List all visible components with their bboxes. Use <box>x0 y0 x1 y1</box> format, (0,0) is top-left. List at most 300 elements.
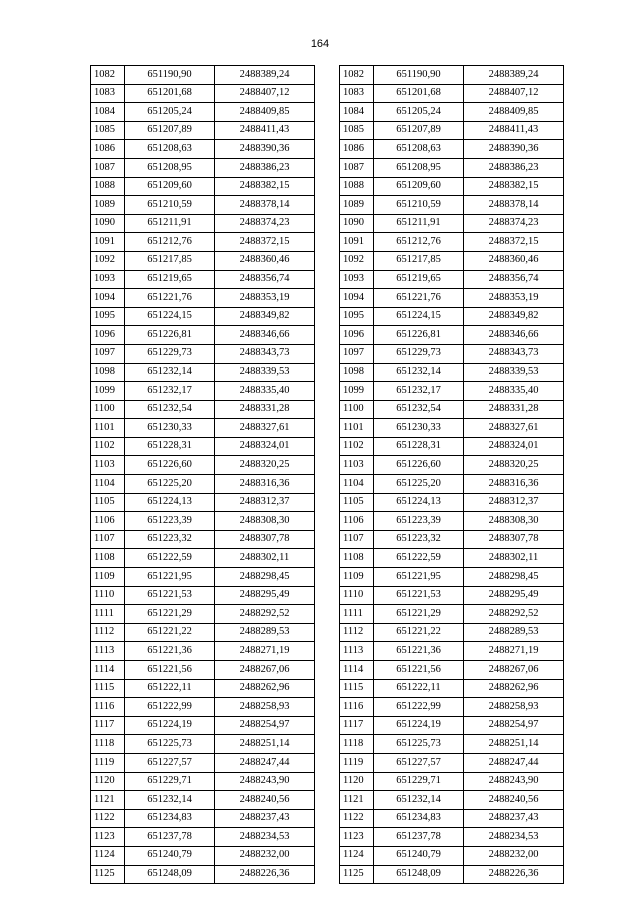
x-coordinate-cell: 651227,57 <box>125 753 215 772</box>
x-coordinate-cell: 651232,54 <box>125 400 215 419</box>
point-number-cell: 1101 <box>340 419 374 438</box>
x-coordinate-cell: 651224,13 <box>374 493 464 512</box>
table-row <box>91 140 315 159</box>
point-number-cell: 1083 <box>340 84 374 103</box>
point-number-cell: 1084 <box>91 103 125 122</box>
y-coordinate-cell: 2488302,11 <box>215 549 315 568</box>
point-number-cell: 1109 <box>340 568 374 587</box>
x-coordinate-cell: 651226,60 <box>374 456 464 475</box>
table-row <box>340 251 564 270</box>
x-coordinate-cell: 651208,63 <box>125 140 215 159</box>
y-coordinate-cell: 2488226,36 <box>215 865 315 884</box>
y-coordinate-cell: 2488411,43 <box>464 121 564 140</box>
x-coordinate-cell: 651221,36 <box>374 642 464 661</box>
x-coordinate-cell: 651232,14 <box>374 363 464 382</box>
point-number-cell: 1084 <box>340 103 374 122</box>
y-coordinate-cell: 2488390,36 <box>215 140 315 159</box>
table-row <box>91 419 315 438</box>
y-coordinate-cell: 2488240,56 <box>215 791 315 810</box>
point-number-cell: 1094 <box>340 289 374 308</box>
point-number-cell: 1112 <box>340 623 374 642</box>
table-row <box>340 791 564 810</box>
y-coordinate-cell: 2488331,28 <box>464 400 564 419</box>
point-number-cell: 1100 <box>91 400 125 419</box>
table-row <box>340 437 564 456</box>
x-coordinate-cell: 651190,90 <box>125 66 215 85</box>
table-row <box>91 177 315 196</box>
point-number-cell: 1124 <box>91 846 125 865</box>
y-coordinate-cell: 2488312,37 <box>464 493 564 512</box>
y-coordinate-cell: 2488343,73 <box>464 344 564 363</box>
point-number-cell: 1083 <box>91 84 125 103</box>
point-number-cell: 1115 <box>340 679 374 698</box>
point-number-cell: 1120 <box>91 772 125 791</box>
y-coordinate-cell: 2488327,61 <box>215 419 315 438</box>
point-number-cell: 1119 <box>340 753 374 772</box>
table-row <box>340 568 564 587</box>
x-coordinate-cell: 651225,20 <box>374 475 464 494</box>
y-coordinate-cell: 2488316,36 <box>464 475 564 494</box>
table-row <box>91 307 315 326</box>
y-coordinate-cell: 2488312,37 <box>215 493 315 512</box>
x-coordinate-cell: 651221,53 <box>374 586 464 605</box>
x-coordinate-cell: 651209,60 <box>125 177 215 196</box>
y-coordinate-cell: 2488271,19 <box>215 642 315 661</box>
point-number-cell: 1122 <box>340 809 374 828</box>
coordinates-table-right <box>339 65 564 884</box>
x-coordinate-cell: 651212,76 <box>125 233 215 252</box>
y-coordinate-cell: 2488389,24 <box>215 66 315 85</box>
x-coordinate-cell: 651224,15 <box>374 307 464 326</box>
y-coordinate-cell: 2488240,56 <box>464 791 564 810</box>
x-coordinate-cell: 651221,95 <box>374 568 464 587</box>
x-coordinate-cell: 651226,60 <box>125 456 215 475</box>
y-coordinate-cell: 2488307,78 <box>215 530 315 549</box>
point-number-cell: 1087 <box>340 158 374 177</box>
y-coordinate-cell: 2488349,82 <box>464 307 564 326</box>
x-coordinate-cell: 651226,81 <box>374 326 464 345</box>
x-coordinate-cell: 651232,14 <box>374 791 464 810</box>
table-row <box>340 586 564 605</box>
table-row <box>91 289 315 308</box>
y-coordinate-cell: 2488324,01 <box>215 437 315 456</box>
table-row <box>91 270 315 289</box>
point-number-cell: 1096 <box>91 326 125 345</box>
point-number-cell: 1117 <box>340 716 374 735</box>
x-coordinate-cell: 651225,73 <box>374 735 464 754</box>
y-coordinate-cell: 2488356,74 <box>215 270 315 289</box>
table-row <box>340 530 564 549</box>
y-coordinate-cell: 2488372,15 <box>215 233 315 252</box>
table-row <box>91 586 315 605</box>
table-row <box>91 344 315 363</box>
point-number-cell: 1117 <box>91 716 125 735</box>
y-coordinate-cell: 2488292,52 <box>464 605 564 624</box>
point-number-cell: 1097 <box>91 344 125 363</box>
table-row <box>340 66 564 85</box>
point-number-cell: 1111 <box>340 605 374 624</box>
x-coordinate-cell: 651230,33 <box>374 419 464 438</box>
x-coordinate-cell: 651223,32 <box>374 530 464 549</box>
table-row <box>340 270 564 289</box>
point-number-cell: 1115 <box>91 679 125 698</box>
y-coordinate-cell: 2488258,93 <box>215 698 315 717</box>
y-coordinate-cell: 2488295,49 <box>215 586 315 605</box>
point-number-cell: 1104 <box>91 475 125 494</box>
table-row <box>91 66 315 85</box>
point-number-cell: 1110 <box>91 586 125 605</box>
y-coordinate-cell: 2488254,97 <box>464 716 564 735</box>
y-coordinate-cell: 2488237,43 <box>464 809 564 828</box>
y-coordinate-cell: 2488320,25 <box>464 456 564 475</box>
x-coordinate-cell: 651224,13 <box>125 493 215 512</box>
table-row <box>340 103 564 122</box>
table-row <box>91 549 315 568</box>
y-coordinate-cell: 2488262,96 <box>464 679 564 698</box>
table-row <box>91 456 315 475</box>
x-coordinate-cell: 651227,57 <box>374 753 464 772</box>
point-number-cell: 1100 <box>340 400 374 419</box>
point-number-cell: 1111 <box>91 605 125 624</box>
x-coordinate-cell: 651228,31 <box>125 437 215 456</box>
table-row <box>91 103 315 122</box>
table-row <box>340 196 564 215</box>
point-number-cell: 1105 <box>91 493 125 512</box>
x-coordinate-cell: 651225,73 <box>125 735 215 754</box>
point-number-cell: 1082 <box>91 66 125 85</box>
table-row <box>91 698 315 717</box>
y-coordinate-cell: 2488335,40 <box>215 382 315 401</box>
x-coordinate-cell: 651221,76 <box>374 289 464 308</box>
y-coordinate-cell: 2488378,14 <box>215 196 315 215</box>
y-coordinate-cell: 2488289,53 <box>215 623 315 642</box>
page-number: 164 <box>310 38 330 50</box>
point-number-cell: 1113 <box>340 642 374 661</box>
point-number-cell: 1116 <box>340 698 374 717</box>
y-coordinate-cell: 2488292,52 <box>215 605 315 624</box>
point-number-cell: 1119 <box>91 753 125 772</box>
y-coordinate-cell: 2488360,46 <box>464 251 564 270</box>
table-row <box>91 84 315 103</box>
point-number-cell: 1102 <box>91 437 125 456</box>
y-coordinate-cell: 2488251,14 <box>215 735 315 754</box>
y-coordinate-cell: 2488339,53 <box>464 363 564 382</box>
y-coordinate-cell: 2488346,66 <box>464 326 564 345</box>
table-row <box>340 753 564 772</box>
y-coordinate-cell: 2488356,74 <box>464 270 564 289</box>
x-coordinate-cell: 651211,91 <box>374 214 464 233</box>
x-coordinate-cell: 651234,83 <box>125 809 215 828</box>
table-row <box>340 363 564 382</box>
point-number-cell: 1090 <box>340 214 374 233</box>
point-number-cell: 1101 <box>91 419 125 438</box>
table-row <box>340 344 564 363</box>
point-number-cell: 1103 <box>91 456 125 475</box>
x-coordinate-cell: 651224,19 <box>125 716 215 735</box>
point-number-cell: 1116 <box>91 698 125 717</box>
table-row <box>340 400 564 419</box>
point-number-cell: 1121 <box>91 791 125 810</box>
x-coordinate-cell: 651219,65 <box>125 270 215 289</box>
y-coordinate-cell: 2488232,00 <box>215 846 315 865</box>
y-coordinate-cell: 2488353,19 <box>215 289 315 308</box>
y-coordinate-cell: 2488267,06 <box>464 661 564 680</box>
point-number-cell: 1097 <box>340 344 374 363</box>
point-number-cell: 1108 <box>340 549 374 568</box>
x-coordinate-cell: 651225,20 <box>125 475 215 494</box>
point-number-cell: 1088 <box>91 177 125 196</box>
y-coordinate-cell: 2488407,12 <box>464 84 564 103</box>
point-number-cell: 1123 <box>340 828 374 847</box>
table-row <box>91 251 315 270</box>
point-number-cell: 1093 <box>340 270 374 289</box>
y-coordinate-cell: 2488271,19 <box>464 642 564 661</box>
x-coordinate-cell: 651232,54 <box>374 400 464 419</box>
y-coordinate-cell: 2488237,43 <box>215 809 315 828</box>
table-row <box>340 605 564 624</box>
table-row <box>91 196 315 215</box>
point-number-cell: 1106 <box>91 512 125 531</box>
table-row <box>340 661 564 680</box>
y-coordinate-cell: 2488254,97 <box>215 716 315 735</box>
table-body <box>91 66 315 884</box>
y-coordinate-cell: 2488390,36 <box>464 140 564 159</box>
x-coordinate-cell: 651221,56 <box>374 661 464 680</box>
point-number-cell: 1107 <box>91 530 125 549</box>
point-number-cell: 1082 <box>340 66 374 85</box>
point-number-cell: 1121 <box>340 791 374 810</box>
point-number-cell: 1087 <box>91 158 125 177</box>
point-number-cell: 1125 <box>91 865 125 884</box>
table-row <box>340 698 564 717</box>
y-coordinate-cell: 2488331,28 <box>215 400 315 419</box>
point-number-cell: 1109 <box>91 568 125 587</box>
x-coordinate-cell: 651221,29 <box>374 605 464 624</box>
y-coordinate-cell: 2488251,14 <box>464 735 564 754</box>
y-coordinate-cell: 2488320,25 <box>215 456 315 475</box>
point-number-cell: 1093 <box>91 270 125 289</box>
table-row <box>340 326 564 345</box>
table-row <box>91 437 315 456</box>
x-coordinate-cell: 651229,73 <box>374 344 464 363</box>
table-row <box>340 177 564 196</box>
table-row <box>340 84 564 103</box>
table-body <box>340 66 564 884</box>
x-coordinate-cell: 651222,59 <box>374 549 464 568</box>
x-coordinate-cell: 651207,89 <box>125 121 215 140</box>
x-coordinate-cell: 651240,79 <box>374 846 464 865</box>
point-number-cell: 1118 <box>340 735 374 754</box>
x-coordinate-cell: 651207,89 <box>374 121 464 140</box>
x-coordinate-cell: 651190,90 <box>374 66 464 85</box>
table-row <box>340 828 564 847</box>
x-coordinate-cell: 651224,15 <box>125 307 215 326</box>
x-coordinate-cell: 651237,78 <box>374 828 464 847</box>
y-coordinate-cell: 2488411,43 <box>215 121 315 140</box>
x-coordinate-cell: 651221,53 <box>125 586 215 605</box>
point-number-cell: 1098 <box>340 363 374 382</box>
table-row <box>91 363 315 382</box>
point-number-cell: 1105 <box>340 493 374 512</box>
point-number-cell: 1088 <box>340 177 374 196</box>
x-coordinate-cell: 651221,56 <box>125 661 215 680</box>
table-row <box>340 809 564 828</box>
point-number-cell: 1092 <box>340 251 374 270</box>
point-number-cell: 1122 <box>91 809 125 828</box>
x-coordinate-cell: 651232,14 <box>125 791 215 810</box>
table-row <box>340 475 564 494</box>
x-coordinate-cell: 651248,09 <box>374 865 464 884</box>
x-coordinate-cell: 651222,11 <box>374 679 464 698</box>
table-row <box>91 158 315 177</box>
x-coordinate-cell: 651201,68 <box>374 84 464 103</box>
table-row <box>91 121 315 140</box>
x-coordinate-cell: 651226,81 <box>125 326 215 345</box>
table-row <box>340 233 564 252</box>
point-number-cell: 1125 <box>340 865 374 884</box>
point-number-cell: 1085 <box>91 121 125 140</box>
y-coordinate-cell: 2488247,44 <box>215 753 315 772</box>
table-row <box>91 530 315 549</box>
table-row <box>340 512 564 531</box>
x-coordinate-cell: 651222,11 <box>125 679 215 698</box>
y-coordinate-cell: 2488258,93 <box>464 698 564 717</box>
table-row <box>91 865 315 884</box>
x-coordinate-cell: 651229,71 <box>374 772 464 791</box>
y-coordinate-cell: 2488295,49 <box>464 586 564 605</box>
table-row <box>91 735 315 754</box>
y-coordinate-cell: 2488346,66 <box>215 326 315 345</box>
x-coordinate-cell: 651211,91 <box>125 214 215 233</box>
table-row <box>91 661 315 680</box>
y-coordinate-cell: 2488386,23 <box>464 158 564 177</box>
table-row <box>91 493 315 512</box>
x-coordinate-cell: 651208,63 <box>374 140 464 159</box>
y-coordinate-cell: 2488339,53 <box>215 363 315 382</box>
table-row <box>91 846 315 865</box>
x-coordinate-cell: 651229,71 <box>125 772 215 791</box>
y-coordinate-cell: 2488349,82 <box>215 307 315 326</box>
table-row <box>340 158 564 177</box>
table-row <box>340 419 564 438</box>
point-number-cell: 1091 <box>340 233 374 252</box>
point-number-cell: 1123 <box>91 828 125 847</box>
point-number-cell: 1112 <box>91 623 125 642</box>
table-row <box>91 753 315 772</box>
y-coordinate-cell: 2488226,36 <box>464 865 564 884</box>
table-row <box>91 828 315 847</box>
x-coordinate-cell: 651237,78 <box>125 828 215 847</box>
x-coordinate-cell: 651217,85 <box>374 251 464 270</box>
x-coordinate-cell: 651221,36 <box>125 642 215 661</box>
x-coordinate-cell: 651208,95 <box>125 158 215 177</box>
point-number-cell: 1085 <box>340 121 374 140</box>
table-row <box>340 549 564 568</box>
table-row <box>340 623 564 642</box>
y-coordinate-cell: 2488335,40 <box>464 382 564 401</box>
point-number-cell: 1120 <box>340 772 374 791</box>
x-coordinate-cell: 651234,83 <box>374 809 464 828</box>
point-number-cell: 1106 <box>340 512 374 531</box>
x-coordinate-cell: 651210,59 <box>125 196 215 215</box>
y-coordinate-cell: 2488289,53 <box>464 623 564 642</box>
table-row <box>91 382 315 401</box>
table-row <box>340 493 564 512</box>
table-row <box>91 400 315 419</box>
point-number-cell: 1086 <box>91 140 125 159</box>
table-row <box>91 568 315 587</box>
x-coordinate-cell: 651205,24 <box>125 103 215 122</box>
y-coordinate-cell: 2488374,23 <box>464 214 564 233</box>
x-coordinate-cell: 651210,59 <box>374 196 464 215</box>
x-coordinate-cell: 651221,29 <box>125 605 215 624</box>
table-row <box>91 716 315 735</box>
table-row <box>340 456 564 475</box>
x-coordinate-cell: 651219,65 <box>374 270 464 289</box>
y-coordinate-cell: 2488302,11 <box>464 549 564 568</box>
y-coordinate-cell: 2488327,61 <box>464 419 564 438</box>
table-row <box>91 772 315 791</box>
x-coordinate-cell: 651212,76 <box>374 233 464 252</box>
y-coordinate-cell: 2488232,00 <box>464 846 564 865</box>
x-coordinate-cell: 651223,32 <box>125 530 215 549</box>
point-number-cell: 1098 <box>91 363 125 382</box>
point-number-cell: 1118 <box>91 735 125 754</box>
table-row <box>91 642 315 661</box>
table-row <box>340 846 564 865</box>
y-coordinate-cell: 2488234,53 <box>464 828 564 847</box>
x-coordinate-cell: 651248,09 <box>125 865 215 884</box>
y-coordinate-cell: 2488308,30 <box>215 512 315 531</box>
table-row <box>91 214 315 233</box>
y-coordinate-cell: 2488360,46 <box>215 251 315 270</box>
x-coordinate-cell: 651201,68 <box>125 84 215 103</box>
point-number-cell: 1103 <box>340 456 374 475</box>
table-row <box>340 716 564 735</box>
table-row <box>340 121 564 140</box>
table-row <box>91 512 315 531</box>
point-number-cell: 1114 <box>340 661 374 680</box>
y-coordinate-cell: 2488409,85 <box>464 103 564 122</box>
point-number-cell: 1102 <box>340 437 374 456</box>
table-row <box>91 623 315 642</box>
x-coordinate-cell: 651228,31 <box>374 437 464 456</box>
x-coordinate-cell: 651230,33 <box>125 419 215 438</box>
y-coordinate-cell: 2488389,24 <box>464 66 564 85</box>
table-row <box>91 326 315 345</box>
x-coordinate-cell: 651221,76 <box>125 289 215 308</box>
point-number-cell: 1094 <box>91 289 125 308</box>
y-coordinate-cell: 2488243,90 <box>215 772 315 791</box>
table-row <box>91 679 315 698</box>
x-coordinate-cell: 651209,60 <box>374 177 464 196</box>
x-coordinate-cell: 651240,79 <box>125 846 215 865</box>
table-row <box>91 233 315 252</box>
x-coordinate-cell: 651232,14 <box>125 363 215 382</box>
point-number-cell: 1095 <box>91 307 125 326</box>
y-coordinate-cell: 2488298,45 <box>464 568 564 587</box>
y-coordinate-cell: 2488243,90 <box>464 772 564 791</box>
point-number-cell: 1095 <box>340 307 374 326</box>
point-number-cell: 1099 <box>340 382 374 401</box>
point-number-cell: 1104 <box>340 475 374 494</box>
x-coordinate-cell: 651232,17 <box>125 382 215 401</box>
table-row <box>340 140 564 159</box>
x-coordinate-cell: 651222,99 <box>374 698 464 717</box>
y-coordinate-cell: 2488267,06 <box>215 661 315 680</box>
point-number-cell: 1091 <box>91 233 125 252</box>
point-number-cell: 1108 <box>91 549 125 568</box>
